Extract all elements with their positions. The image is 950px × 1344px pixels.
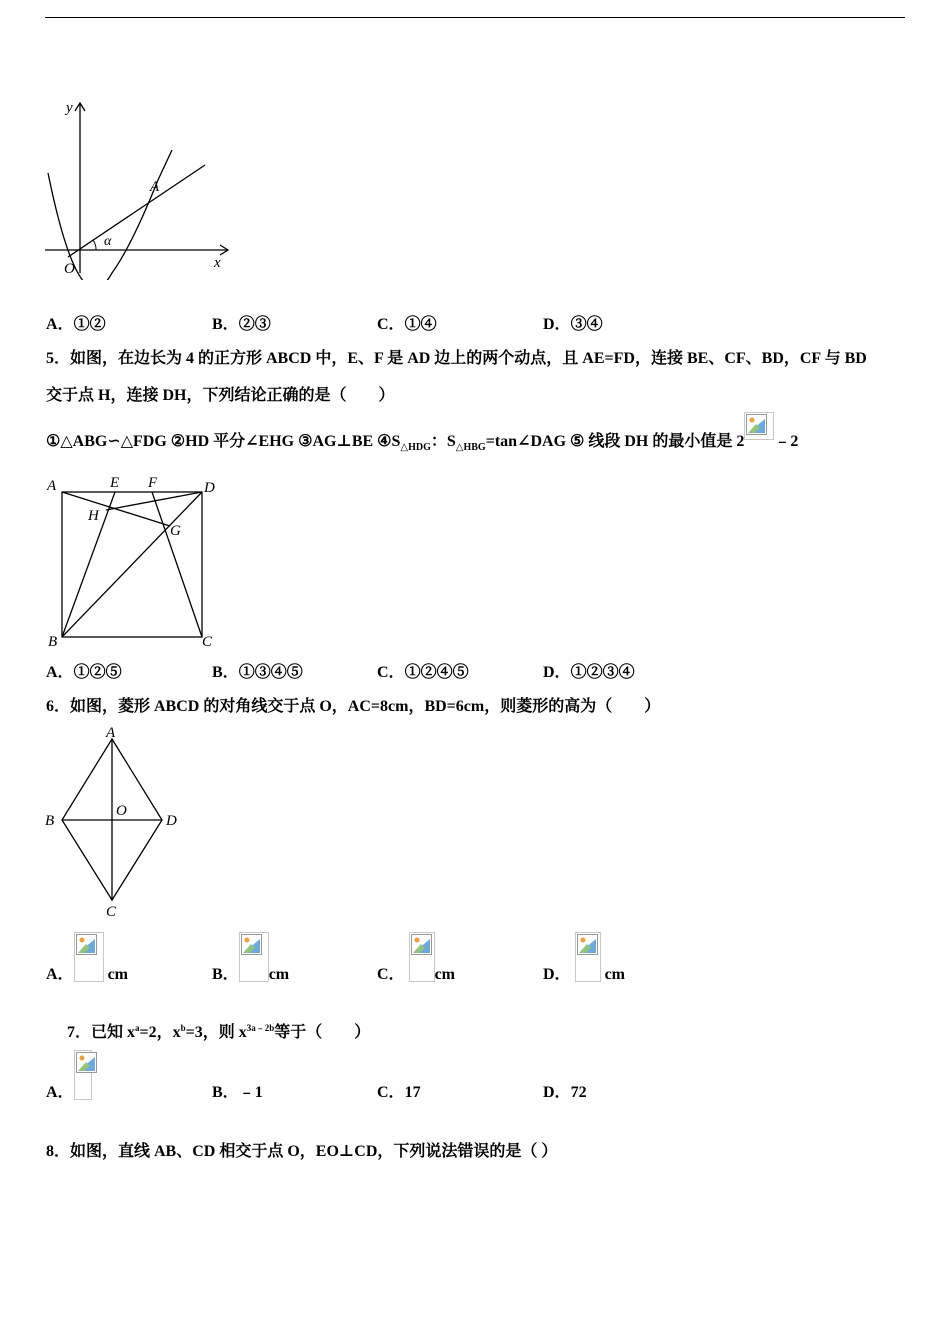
q6-option-d[interactable] <box>543 932 625 982</box>
q8-stem: 8．如图，直线 AB、CD 相交于点 O，EO⊥CD，下列说法错误的是（ ） <box>46 1143 558 1160</box>
option-letter: B． <box>212 316 239 333</box>
segment-cf <box>152 492 202 637</box>
label-origin: O <box>64 261 75 277</box>
header-rule <box>45 17 905 18</box>
q5-option-b[interactable] <box>212 659 303 682</box>
q5-option-c[interactable] <box>377 659 469 682</box>
option-text: ①②③④ <box>570 664 635 681</box>
broken-image-icon <box>409 932 435 982</box>
option-unit: cm <box>107 966 128 983</box>
q5-conclusions <box>46 428 798 456</box>
q5-option-a[interactable] <box>46 659 122 682</box>
q5-stem-line2: 交于点 H，连接 DH，下列结论正确的是（ ） <box>46 387 395 404</box>
option-text: ①④ <box>404 316 437 333</box>
q6-rhombus-figure <box>42 724 187 919</box>
option-letter: A． <box>46 316 74 333</box>
q5-square-figure <box>42 472 222 652</box>
option-letter: D． <box>543 664 571 681</box>
superscript: a <box>135 1023 140 1033</box>
q6-option-b[interactable] <box>212 932 289 982</box>
angle-arc <box>93 240 96 250</box>
q5-stem-line1: 5．如图，在边长为 4 的正方形 ABCD 中，E、F 是 AD 边上的两个动点，且 AE=FD，连接 BE、CF、BD，CF 与 BD <box>46 350 867 367</box>
conclusion-text: ①△ABG∽△FDG ②HD 平分∠EHG ③AG⊥BE ④S <box>46 433 401 450</box>
broken-image-icon <box>74 932 104 982</box>
q7-option-d[interactable] <box>543 1079 587 1102</box>
option-text: ﹣1 <box>238 1084 263 1101</box>
label-g: G <box>170 523 181 539</box>
broken-image-icon <box>74 1050 92 1100</box>
q7-option-b[interactable] <box>212 1079 263 1102</box>
option-text: ③④ <box>570 316 603 333</box>
option-letter: B． <box>212 966 239 983</box>
option-unit: cm <box>604 966 625 983</box>
label-c: C <box>202 634 213 650</box>
q4-option-a[interactable] <box>46 311 106 334</box>
label-c: C <box>106 904 117 919</box>
option-text: ①② <box>73 316 106 333</box>
subscript-hdg: △HDG <box>400 442 431 453</box>
conclusion-text: =tan∠DAG ⑤ 线段 DH 的最小值是 2 <box>485 433 745 450</box>
q4-parabola-figure <box>40 95 240 280</box>
label-a: A <box>47 478 57 494</box>
label-o: O <box>116 803 127 819</box>
option-letter: D． <box>543 1084 571 1101</box>
label-a: A <box>150 179 160 195</box>
q4-option-c[interactable] <box>377 311 437 334</box>
label-b: B <box>48 634 58 650</box>
q6-option-c[interactable] <box>377 932 455 982</box>
option-letter: D． <box>543 316 571 333</box>
option-letter: B． <box>212 1084 239 1101</box>
option-letter: D． <box>543 966 571 983</box>
option-text: 17 <box>404 1084 421 1101</box>
q6-stem: 6．如图，菱形 ABCD 的对角线交于点 O，AC=8cm，BD=6cm，则菱形的高为（ ） <box>46 698 661 715</box>
option-letter: C． <box>377 966 405 983</box>
option-unit: cm <box>434 966 455 983</box>
label-f: F <box>148 475 158 491</box>
option-letter: B． <box>212 664 239 681</box>
option-text: 72 <box>570 1084 587 1101</box>
label-d: D <box>204 480 215 496</box>
conclusion-text: ﹣2 <box>774 433 799 450</box>
q7-option-a[interactable] <box>46 1050 92 1100</box>
conclusion-text: ：S <box>430 433 456 450</box>
q6-option-a[interactable] <box>46 932 128 982</box>
superscript: 3a﹣2b <box>246 1023 275 1033</box>
subscript-hbg: △HBG <box>455 442 486 453</box>
option-text: ②③ <box>238 316 271 333</box>
label-alpha: α <box>104 234 112 249</box>
stem-text: =3，则 x <box>185 1024 247 1041</box>
option-text: ①②④⑤ <box>404 664 469 681</box>
option-letter: C． <box>377 664 405 681</box>
q7-stem <box>67 1019 370 1042</box>
option-letter: A． <box>46 664 74 681</box>
broken-image-icon <box>239 932 269 982</box>
stem-text: 7．已知 x <box>67 1024 136 1041</box>
option-text: ①②⑤ <box>73 664 122 681</box>
label-a: A <box>106 725 116 741</box>
label-x: x <box>214 255 221 271</box>
q4-option-d[interactable] <box>543 311 603 334</box>
stem-text: =2，x <box>139 1024 181 1041</box>
option-unit: cm <box>268 966 290 983</box>
option-letter: C． <box>377 1084 405 1101</box>
label-h: H <box>88 508 99 524</box>
line-oa <box>68 165 205 257</box>
label-b: B <box>45 813 55 829</box>
stem-text: 等于（ ） <box>274 1024 371 1041</box>
option-letter: A． <box>46 1084 74 1101</box>
option-text: ①③④⑤ <box>238 664 303 681</box>
superscript: b <box>180 1023 186 1033</box>
broken-image-icon <box>744 412 774 440</box>
q4-option-b[interactable] <box>212 311 271 334</box>
q7-option-c[interactable] <box>377 1079 421 1102</box>
option-letter: C． <box>377 316 405 333</box>
label-d: D <box>166 813 177 829</box>
q5-option-d[interactable] <box>543 659 635 682</box>
label-y: y <box>66 100 73 116</box>
option-letter: A． <box>46 966 74 983</box>
label-e: E <box>110 475 120 491</box>
broken-image-icon <box>575 932 601 982</box>
